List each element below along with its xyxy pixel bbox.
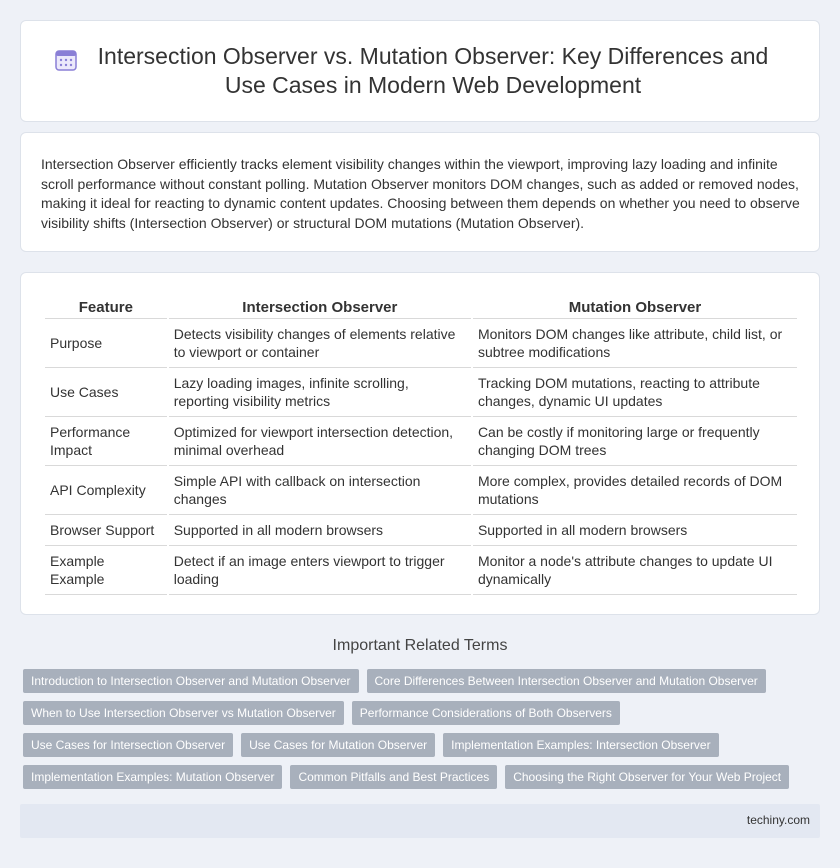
tag-row [23,701,823,725]
related-term-tag[interactable]: Choosing the Right Observer for Your Web Project [505,765,789,789]
table-row [45,417,797,466]
table-row [45,546,797,595]
table-cell: Use Cases [45,368,167,417]
table-row [45,466,797,515]
table-cell: Supported in all modern browsers [473,515,797,546]
related-term-tag[interactable]: Use Cases for Intersection Observer [23,733,233,757]
table-cell: Tracking DOM mutations, reacting to attribute changes, dynamic UI updates [473,368,797,417]
related-term-tag[interactable]: Core Differences Between Intersection Observer and Mutation Observer [367,669,766,693]
tag-row [23,765,823,789]
title-card [20,20,820,122]
table-cell: Example Example [45,546,167,595]
related-term-tag[interactable]: Implementation Examples: Mutation Observer [23,765,282,789]
column-header-intersection: Intersection Observer [169,297,471,319]
comparison-table [43,297,799,595]
column-header-mutation: Mutation Observer [473,297,797,319]
table-cell: Optimized for viewport intersection detection, minimal overhead [169,417,471,466]
table-cell: Monitors DOM changes like attribute, child list, or subtree modifications [473,319,797,368]
table-row [45,515,797,546]
table-cell: Supported in all modern browsers [169,515,471,546]
related-term-tag[interactable]: Implementation Examples: Intersection Observer [443,733,718,757]
table-cell: Simple API with callback on intersection changes [169,466,471,515]
table-cell: Monitor a node's attribute changes to update UI dynamically [473,546,797,595]
comparison-table-card [20,272,820,615]
related-term-tag[interactable]: Use Cases for Mutation Observer [241,733,435,757]
intro-paragraph: Intersection Observer efficiently tracks element visibility changes within the viewport, improving lazy loading and infinite scroll performance without constant polling. Mutation Observer monitors DOM changes, such as added or removed nodes, making it ideal for reacting to dynamic content updates. Choosing between them depends on whether you need to observe visibility shifts (Intersection Observer) or structural DOM mutations (Mutation Observer). [41,156,800,231]
table-cell: Detect if an image enters viewport to trigger loading [169,546,471,595]
column-header-feature: Feature [45,297,167,319]
related-term-tag[interactable]: Performance Considerations of Both Observers [352,701,620,725]
tag-row [23,669,823,693]
table-cell: Purpose [45,319,167,368]
related-term-tag[interactable]: Common Pitfalls and Best Practices [290,765,497,789]
table-cell: Can be costly if monitoring large or frequently changing DOM trees [473,417,797,466]
intro-card [20,132,820,252]
tag-row [23,733,823,757]
table-cell: Lazy loading images, infinite scrolling, reporting visibility metrics [169,368,471,417]
related-terms-list [23,669,823,797]
footer [20,804,820,838]
table-row [45,319,797,368]
related-term-tag[interactable]: Introduction to Intersection Observer and Mutation Observer [23,669,359,693]
footer-site-link[interactable]: techiny.com [746,813,810,827]
table-header-row [45,297,797,319]
table-cell: Detects visibility changes of elements relative to viewport or container [169,319,471,368]
table-cell: Performance Impact [45,417,167,466]
table-cell: API Complexity [45,466,167,515]
table-cell: More complex, provides detailed records of DOM mutations [473,466,797,515]
related-terms-heading: Important Related Terms [332,637,508,654]
table-row [45,368,797,417]
page-title: Intersection Observer vs. Mutation Observer: Key Differences and Use Cases in Modern Web Development [97,43,769,98]
related-term-tag[interactable]: When to Use Intersection Observer vs Mutation Observer [23,701,344,725]
table-cell: Browser Support [45,515,167,546]
